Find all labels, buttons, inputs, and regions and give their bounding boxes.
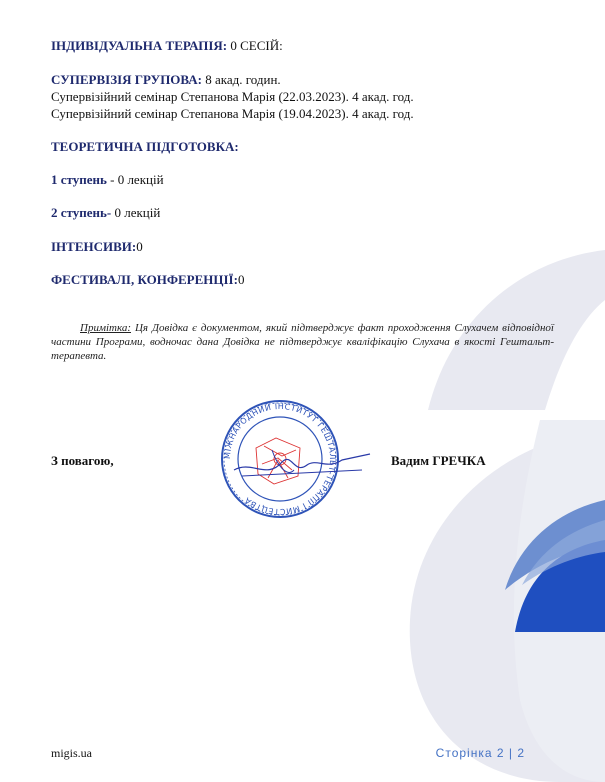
level2-value: 0 лекцій <box>111 205 161 220</box>
supervision-item: Супервізійний семінар Степанова Марія (19.04.2023). 4 акад. год. <box>51 106 414 121</box>
closing-text: З повагою, <box>51 453 114 468</box>
intensives-label: ІНТЕНСИВИ: <box>51 239 137 254</box>
note-text: Ця Довідка є документом, який підтверджує факт проходження Слухачем відповідної частини Програми, водночас дана Довідка не підтверджує кваліфікацію Слухача в якості Гештальт-терапевта. <box>51 322 554 362</box>
supervision-item: Супервізійний семінар Степанова Марія (22.03.2023). 4 акад. год. <box>51 89 414 104</box>
festivals-label: ФЕСТИВАЛІ, КОНФЕРЕНЦІЇ: <box>51 272 238 287</box>
level1-value: - 0 лекцій <box>106 172 164 187</box>
note-paragraph <box>51 321 554 363</box>
supervision-value: 8 акад. годин. <box>202 72 281 87</box>
level2-label: 2 ступень- <box>51 205 112 220</box>
signer-name: Вадим ГРЕЧКА <box>391 453 486 468</box>
stamp-text: МІЖНАРОДНИЙ ІНСТИТУТ ГЕШТАЛЬТ-ТЕРАПІЇ І МИСТЕЦТВА <box>222 401 338 517</box>
footer-page-number: Сторінка 2 | 2 <box>435 746 525 760</box>
note-label: Примітка: <box>80 322 131 334</box>
therapy-label: ІНДИВІДУАЛЬНА ТЕРАПІЯ: <box>51 38 228 53</box>
festivals-value: 0 <box>237 272 245 287</box>
intensives-value: 0 <box>136 239 143 254</box>
footer-website: migis.ua <box>51 746 92 760</box>
therapy-value: 0 СЕСІЙ: <box>227 38 283 53</box>
signature-scribble <box>232 440 372 485</box>
theory-label: ТЕОРЕТИЧНА ПІДГОТОВКА: <box>51 139 239 154</box>
level1-label: 1 ступень <box>51 172 107 187</box>
supervision-label: СУПЕРВІЗІЯ ГРУПОВА: <box>51 72 202 87</box>
